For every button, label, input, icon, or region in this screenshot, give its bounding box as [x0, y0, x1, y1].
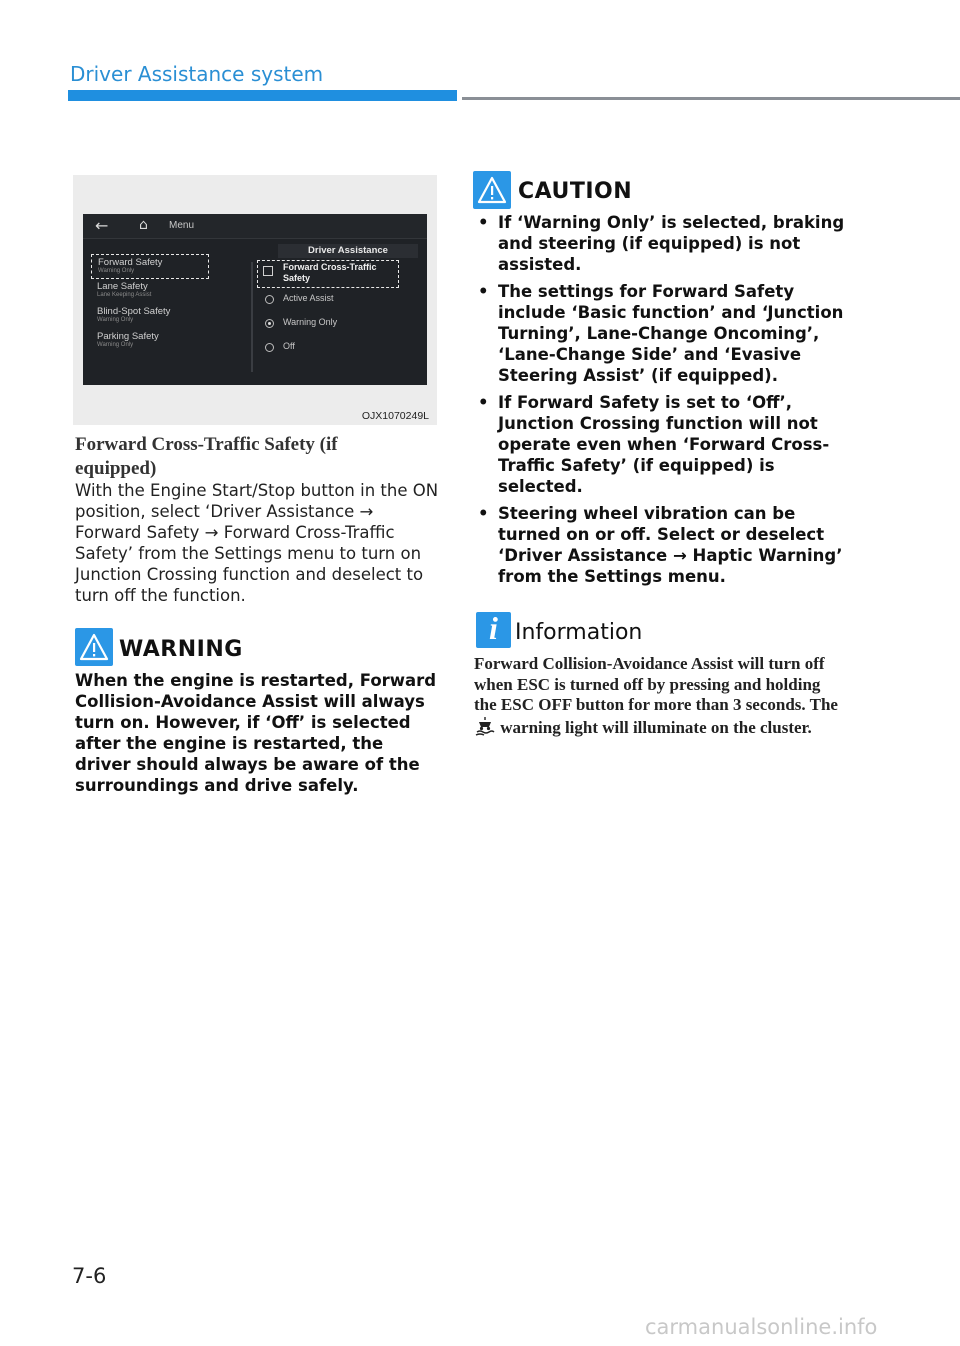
- caution-item-text: The settings for Forward Safety include ‘Basic function’ and ‘Junction Turning’, Lane-Change Oncoming’, ‘Lane-Change Side’ and ‘Evasive Steering Assist’ (if equipped).: [498, 282, 844, 385]
- settings-list: [91, 254, 251, 354]
- section-heading-line2: equipped): [75, 458, 157, 479]
- infotainment-screen: [83, 214, 427, 385]
- list-item-subtitle: Warning Only: [98, 268, 135, 274]
- option-label-line1: Forward Cross-Traffic: [283, 262, 377, 272]
- list-item-title: Parking Safety: [97, 331, 159, 342]
- caution-item: [476, 281, 846, 386]
- option-label-line2: Safety: [283, 273, 311, 283]
- option-off: [257, 337, 423, 361]
- list-item-subtitle: Warning Only: [97, 342, 134, 348]
- radio-icon: [265, 295, 274, 304]
- info-icon: i: [476, 612, 511, 648]
- back-arrow-icon: ←: [95, 216, 109, 235]
- caution-item-text: Steering wheel vibration can be turned on or off. Select or deselect ‘Driver Assistance → Haptic Warning’ from the Settings menu.: [498, 504, 843, 586]
- watermark: carmanualsonline.info: [645, 1315, 878, 1339]
- panel-divider: [251, 262, 253, 372]
- settings-screen-figure: [73, 175, 437, 425]
- bullet: •: [478, 213, 489, 232]
- caution-title: CAUTION: [518, 179, 633, 204]
- list-item-lane-safety: [91, 279, 251, 304]
- home-icon: ⌂: [139, 217, 148, 233]
- menu-label: Menu: [169, 220, 195, 231]
- caution-triangle-icon: [473, 171, 511, 209]
- list-item-parking-safety: [91, 329, 251, 354]
- section-body: With the Engine Start/Stop button in the ON position, select ‘Driver Assistance → Forward Safety → Forward Cross-Traffic Safety’ from the Settings menu to turn on Junction Crossing function and deselect to turn off the function.: [75, 481, 439, 605]
- screen-topbar: [83, 214, 427, 239]
- section-heading: [75, 433, 425, 481]
- esc-off-warning-icon: [474, 716, 496, 742]
- header-rule-gray: [462, 97, 960, 100]
- information-body: [474, 654, 839, 741]
- option-label: [283, 262, 377, 284]
- list-item-subtitle: Lane Keeping Assist: [97, 292, 152, 298]
- information-body-text-end: warning light will illuminate on the cluster.: [500, 717, 812, 737]
- caution-list: [476, 212, 846, 593]
- section-heading-line1: Forward Cross-Traffic Safety (if: [75, 434, 338, 455]
- list-item-title: Lane Safety: [97, 281, 148, 292]
- caution-item: [476, 392, 846, 497]
- options-list: [257, 260, 423, 361]
- warning-title: WARNING: [119, 637, 243, 662]
- list-item-forward-safety: [91, 254, 209, 279]
- page-header-title: Driver Assistance system: [70, 62, 324, 86]
- radio-icon: [265, 343, 274, 352]
- caution-item-text: If ‘Warning Only’ is selected, braking and steering (if equipped) is not assisted.: [498, 213, 845, 274]
- bullet: •: [478, 282, 489, 301]
- option-warning-only: [257, 313, 423, 337]
- list-item-blind-spot-safety: [91, 304, 251, 329]
- radio-selected-icon: [265, 319, 274, 328]
- bullet: •: [478, 504, 489, 523]
- checkbox-icon: [263, 266, 273, 276]
- list-item-title: Blind-Spot Safety: [97, 306, 171, 317]
- header-rule-blue: [68, 90, 457, 101]
- information-body-text: Forward Collision-Avoidance Assist will turn off when ESC is turned off by pressing and holding the ESC OFF button for more than 3 seconds. The: [474, 654, 838, 714]
- option-label: Warning Only: [283, 317, 338, 327]
- figure-code: OJX1070249L: [361, 410, 429, 422]
- list-item-title: Forward Safety: [98, 257, 163, 268]
- caution-item-text: If Forward Safety is set to ‘Off’, Junction Crossing function will not operate even when ‘Forward Cross-Traffic Safety’ (if equipped) is selected.: [498, 393, 830, 496]
- warning-body: When the engine is restarted, Forward Collision-Avoidance Assist will always turn on. However, if ‘Off’ is selected after the engine is restarted, the driver should always be aware of the surroundings and drive safely.: [75, 671, 437, 795]
- list-item-subtitle: Warning Only: [97, 317, 134, 323]
- option-label: Active Assist: [283, 293, 334, 303]
- caution-item: [476, 503, 846, 587]
- warning-triangle-icon: [75, 628, 113, 666]
- caution-item: [476, 212, 846, 275]
- information-title: Information: [515, 620, 643, 645]
- option-label: Off: [283, 341, 295, 351]
- panel-title: Driver Assistance: [278, 244, 418, 258]
- option-forward-cross-traffic: [257, 260, 423, 289]
- page-number: 7-6: [72, 1264, 107, 1288]
- option-active-assist: [257, 289, 423, 313]
- bullet: •: [478, 393, 489, 412]
